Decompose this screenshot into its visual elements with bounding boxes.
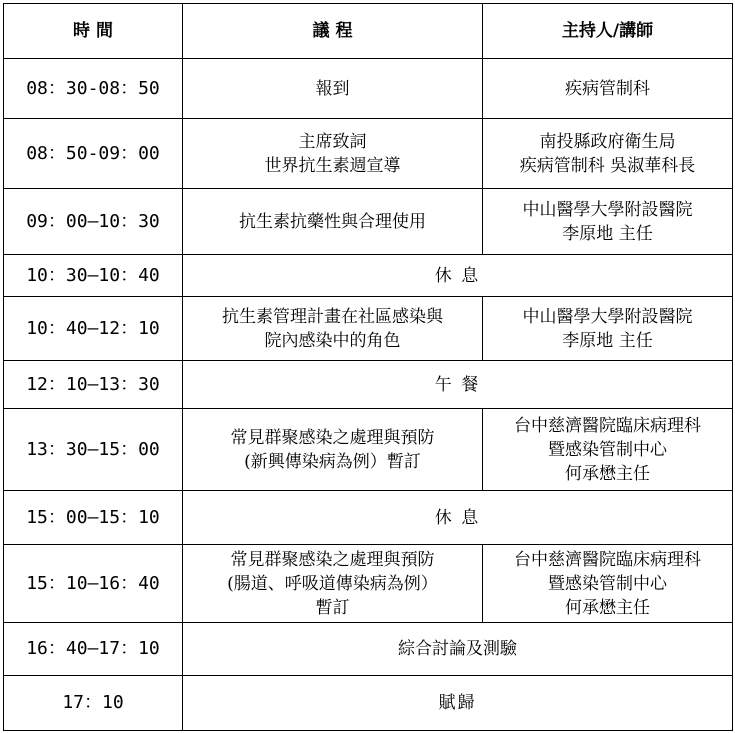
host-cell — [483, 297, 733, 361]
cell-line: 台中慈濟醫院臨床病理科 — [514, 549, 701, 570]
table-row — [4, 676, 733, 731]
cell-line: 疾病管制科 — [565, 78, 650, 99]
cell-line: 李原地 主任 — [562, 223, 653, 244]
table-row — [4, 623, 733, 676]
cell-line: 院內感染中的角色 — [264, 330, 401, 351]
time-cell: 15：00—15：10 — [4, 491, 183, 545]
cell-line: 何承懋主任 — [565, 463, 650, 484]
time-cell: 08：30-08：50 — [4, 59, 183, 119]
cell-line: 中山醫學大學附設醫院 — [522, 306, 693, 327]
cell-line: 報到 — [315, 78, 350, 99]
time-cell: 17：10 — [4, 676, 183, 731]
table-row — [4, 545, 733, 623]
merged-cell: 休 息 — [183, 255, 733, 297]
table-row — [4, 59, 733, 119]
cell-line: 常見群聚感染之處理與預防 — [230, 427, 435, 448]
cell-line: 暨感染管制中心 — [548, 573, 667, 594]
header-host: 主持人/講師 — [483, 4, 733, 59]
table-row — [4, 189, 733, 255]
header-time: 時 間 — [4, 4, 183, 59]
cell-line: 抗生素抗藥性與合理使用 — [239, 211, 426, 232]
agenda-cell — [183, 545, 483, 623]
host-cell — [483, 545, 733, 623]
host-cell — [483, 119, 733, 189]
header-agenda: 議 程 — [183, 4, 483, 59]
time-cell: 08：50-09：00 — [4, 119, 183, 189]
time-cell: 15：10—16：40 — [4, 545, 183, 623]
merged-cell: 午 餐 — [183, 361, 733, 409]
cell-line: 常見群聚感染之處理與預防 — [230, 549, 435, 570]
agenda-cell — [183, 409, 483, 491]
agenda-cell — [183, 189, 483, 255]
cell-line: 暫訂 — [315, 597, 350, 618]
cell-line: (新興傳染病為例）暫訂 — [244, 451, 421, 472]
agenda-cell — [183, 119, 483, 189]
cell-line: 抗生素管理計畫在社區感染與 — [222, 306, 443, 327]
header-row — [4, 4, 733, 59]
cell-line: 疾病管制科 吳淑華科長 — [519, 155, 696, 176]
merged-cell: 賦歸 — [183, 676, 733, 731]
host-cell — [483, 409, 733, 491]
cell-line: 世界抗生素週宣導 — [264, 155, 401, 176]
table-row — [4, 297, 733, 361]
host-cell — [483, 189, 733, 255]
time-cell: 10：40—12：10 — [4, 297, 183, 361]
time-cell: 09：00—10：30 — [4, 189, 183, 255]
agenda-table — [3, 3, 733, 731]
table-row — [4, 255, 733, 297]
merged-cell: 休 息 — [183, 491, 733, 545]
cell-line: 南投縣政府衛生局 — [539, 131, 676, 152]
table-row — [4, 409, 733, 491]
table-row — [4, 119, 733, 189]
table-row — [4, 361, 733, 409]
time-cell: 12：10—13：30 — [4, 361, 183, 409]
cell-line: 台中慈濟醫院臨床病理科 — [514, 415, 701, 436]
time-cell: 16：40—17：10 — [4, 623, 183, 676]
cell-line: 暨感染管制中心 — [548, 439, 667, 460]
cell-line: 主席致詞 — [298, 131, 367, 152]
host-cell — [483, 59, 733, 119]
merged-cell: 綜合討論及測驗 — [183, 623, 733, 676]
cell-line: (腸道、呼吸道傳染病為例） — [227, 573, 438, 594]
agenda-cell — [183, 297, 483, 361]
table-row — [4, 491, 733, 545]
cell-line: 中山醫學大學附設醫院 — [522, 199, 693, 220]
cell-line: 何承懋主任 — [565, 597, 650, 618]
agenda-cell — [183, 59, 483, 119]
time-cell: 13：30—15：00 — [4, 409, 183, 491]
cell-line: 李原地 主任 — [562, 330, 653, 351]
time-cell: 10：30—10：40 — [4, 255, 183, 297]
